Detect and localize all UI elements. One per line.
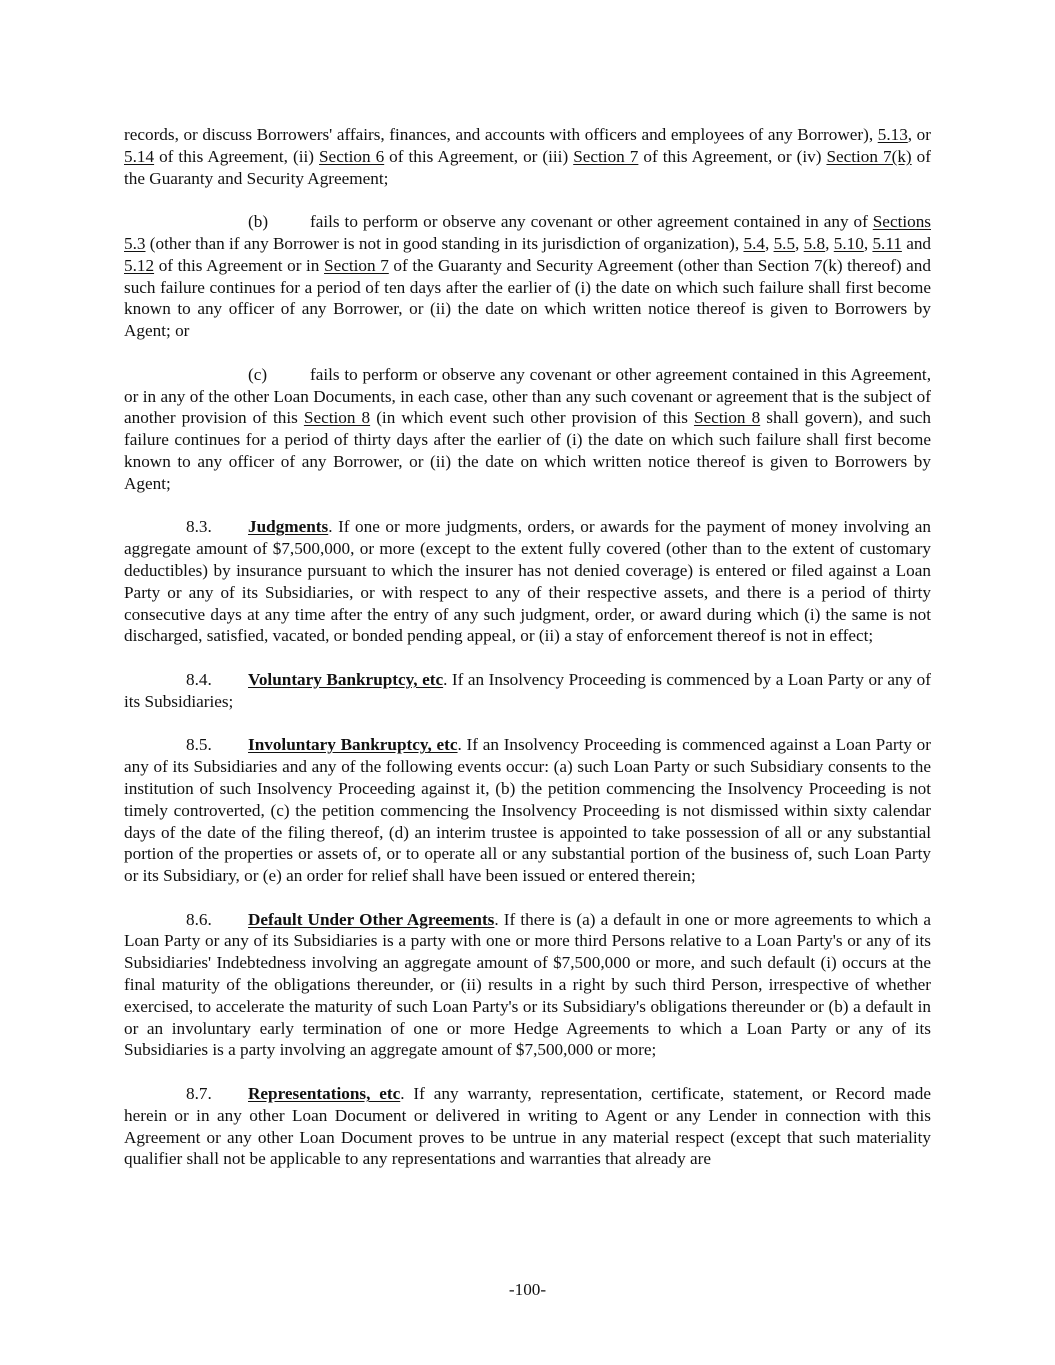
section-body: . If one or more judgments, orders, or awards for the payment of money involving an aggregate amount of $7,500,000, or more (except to the extent fully covered (other than to the extent of customary deductibles) by insurance pursuant to which the insurer has not denied coverage) is entered or filed against a Loan Party or any of its Subsidiaries, or with respect to any of their respective assets, and there is a period of thirty consecutive days at any time after the entry of any such judgment, order, or award during which (i) the same is not discharged, satisfied, vacated, or bonded pending appeal, or (ii) a stay of enforcement thereof is not in effect;	[124, 517, 931, 646]
document-page	[124, 124, 931, 1192]
text: of this Agreement, or (iv)	[638, 146, 827, 166]
section-reference: 5.4	[743, 233, 765, 253]
section-reference: Section 8	[693, 408, 761, 428]
section-reference: 5.13	[877, 125, 908, 144]
section-reference: 5.8	[803, 233, 826, 253]
text: of the Guaranty and Security Agreement (other than Section 7(k) thereof) and such failure continues for a period of ten days after the earlier of (i) the date on which such failure shall first become known to any officer of any Borrower, or (ii) the date on which written notice thereof is given to Borrowers by Agent; or	[124, 255, 931, 341]
clause-number: (c)	[248, 364, 268, 384]
section-reference: 5.5	[773, 233, 796, 253]
text: and	[901, 233, 932, 253]
section-8-3-judgments	[124, 516, 931, 647]
text: fails to perform or observe any covenant or other agreement contained in any of	[310, 212, 873, 232]
text: ,	[863, 233, 873, 253]
section-8-5-involuntary-bankruptcy	[124, 734, 931, 887]
text: ,	[795, 233, 804, 253]
section-reference: Section 7	[324, 255, 389, 275]
paragraph-continued	[124, 124, 931, 189]
section-body: . If an Insolvency Proceeding is commenced by a Loan Party or any of its Subsidiaries;	[124, 669, 931, 711]
text: (in which event such other provision of this	[370, 408, 694, 428]
section-body: . If there is (a) a default in one or more agreements to which a Loan Party or any of its Subsidiaries is a party with one or more third Persons relative to a Loan Party's or any of its Subsidiaries' Indebtedness involving an aggregate amount of $7,500,000 or more, and such default (i) occurs at the final maturity of the obligations thereunder, or (ii) results in a right by such third Person, irrespective of whether exercised, to accelerate the maturity of such Loan Party's or its Subsidiary's obligations thereunder or (b) a default in or an involuntary early termination of one or more Hedge Agreements to which a Loan Party or any of its Subsidiaries is a party involving an aggregate amount of $7,500,000 or more;	[124, 909, 931, 1060]
clause-c	[124, 364, 931, 495]
section-heading: Voluntary Bankruptcy, etc	[248, 669, 444, 689]
clause-number: (b)	[248, 212, 269, 232]
section-reference: 5.12	[124, 255, 155, 275]
section-reference: Section 6	[319, 146, 385, 166]
text: of this Agreement, or (iii)	[384, 146, 574, 166]
section-reference: Section 7	[573, 146, 639, 166]
text: , or	[907, 125, 931, 144]
section-body: . If any warranty, representation, certificate, statement, or Record made herein or in any other Loan Document or delivered in writing to Agent or any Lender in connection with this Agreement or any other Loan Document proves to be untrue in any material respect (except that such materiality qualifier shall not be applicable to any representations and warranties that already are	[124, 1084, 931, 1169]
text: of the Guaranty and Security Agreement;	[124, 146, 931, 188]
section-reference: 5.14	[124, 146, 155, 166]
text: (other than if any Borrower is not in good standing in its jurisdiction of organization),	[145, 233, 744, 253]
text: ,	[825, 233, 834, 253]
section-reference: 5.11	[872, 233, 902, 253]
section-heading: Default Under Other Agreements	[248, 909, 495, 929]
section-reference: Sections 5.3	[124, 212, 931, 253]
text: of this Agreement or in	[154, 255, 325, 275]
text: of this Agreement, (ii)	[154, 146, 319, 166]
section-body: . If an Insolvency Proceeding is commenced against a Loan Party or any of its Subsidiaries and any of the following events occur: (a) such Loan Party or such Subsidiary consents to the institution of such Insolvency Proceeding against it, (b) the petition commencing the Insolvency Proceeding is not timely controverted, (c) the petition commencing the Insolvency Proceeding is not dismissed within sixty calendar days of the date of the filing thereof, (d) an interim trustee is appointed to take possession of all or any substantial portion of the properties or assets of, or to operate all or any substantial portion of the business of, such Loan Party or its Subsidiary, or (e) an order for relief shall have been issued or entered therein;	[124, 735, 931, 886]
clause-b	[124, 211, 931, 342]
section-heading: Involuntary Bankruptcy, etc	[248, 735, 458, 755]
page-number: -100-	[508, 1280, 547, 1299]
section-number: 8.4.	[186, 669, 212, 689]
text: ,	[764, 233, 774, 253]
section-reference: Section 8	[303, 408, 371, 428]
section-reference: Section 7(k)	[826, 146, 912, 166]
section-number: 8.7.	[186, 1084, 212, 1104]
section-number: 8.6.	[186, 909, 212, 929]
section-8-6-default-under-other-agreements	[124, 909, 931, 1062]
section-heading: Representations, etc	[248, 1084, 401, 1104]
text: shall govern), and such failure continues for a period of thirty days after the earlier of (i) the date on which such failure shall first become known to any officer of any Borrower, or (ii) the date on which written notice thereof is given to Borrowers by Agent;	[124, 408, 931, 493]
section-heading: Judgments	[248, 517, 329, 537]
section-number: 8.5.	[186, 735, 212, 755]
section-8-4-voluntary-bankruptcy	[124, 669, 931, 713]
section-8-7-representations	[124, 1083, 931, 1170]
section-reference: 5.10	[833, 233, 864, 253]
text: fails to perform or observe any covenant or other agreement contained in this Agreement, or in any of the other Loan Documents, in each case, other than any such covenant or agreement that is the subject of another provision of this	[124, 364, 931, 428]
section-number: 8.3.	[186, 517, 212, 537]
text: records, or discuss Borrowers' affairs, finances, and accounts with officers and employees of any Borrower),	[124, 125, 878, 144]
